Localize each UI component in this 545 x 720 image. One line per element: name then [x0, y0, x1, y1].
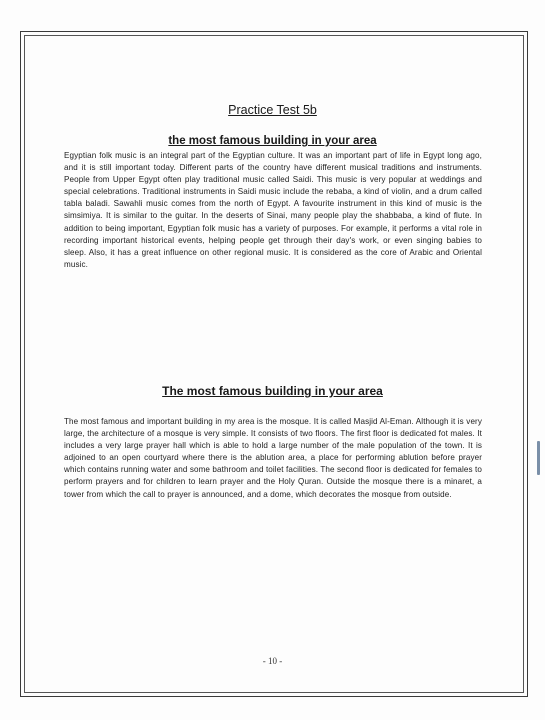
section2-heading: The most famous building in your area	[162, 384, 383, 398]
page-border-inner	[24, 35, 524, 693]
section1-heading: the most famous building in your area	[168, 135, 377, 147]
page-title: Practice Test 5b	[228, 103, 317, 117]
section1-paragraph: Egyptian folk music is an integral part of the Egyptian culture. It was an important part of life in Egypt long ago, and it is still important today. Different parts of the country have different musical traditions and instruments. People from Upper Egypt often play traditional music called Saidi. This music is very popular at weddings and special celebrations. Traditional instruments in Saidi music include the rebaba, a kind of violin, and a drum called tabla baladi. Sawahli music comes from the north of Egypt. A favourite instrument in this kind of music is the simsimiya. It is similar to the guitar. In the deserts of Sinai, many people play the shabbaba, a kind of flute. In addition to being important, Egyptian folk music has a variety of purposes. For example, it performs a vital role in recording important historical events, helping people get through their day's work, or even singing babies to sleep. Also, it has a great influence on other regional music. It is considered as the core of Arabic and Oriental music.	[64, 151, 482, 269]
section2-paragraph: The most famous and important building in my area is the mosque. It is called Masjid Al-Eman. Although it is very large, the architecture of a mosque is very simple. It consists of two floors. The first floor is dedicated fot males. It includes a very large prayer hall which is able to hold a large number of the male population of the town. It is adjoined to an open courtyard where there is the ablution area, a place for performing ablution before prayer which contains running water and some bathroom and toilet facilities. The second floor is dedicated for females to perform prayers and for children to learn prayer and the Holy Quran. Outside the mosque there is a minaret, a tower from which the call to prayer is announced, and a dome, which decorates the mosque from outside.	[64, 417, 482, 499]
page-number: - 10 -	[262, 656, 283, 666]
scrollbar-thumb[interactable]	[537, 441, 540, 475]
